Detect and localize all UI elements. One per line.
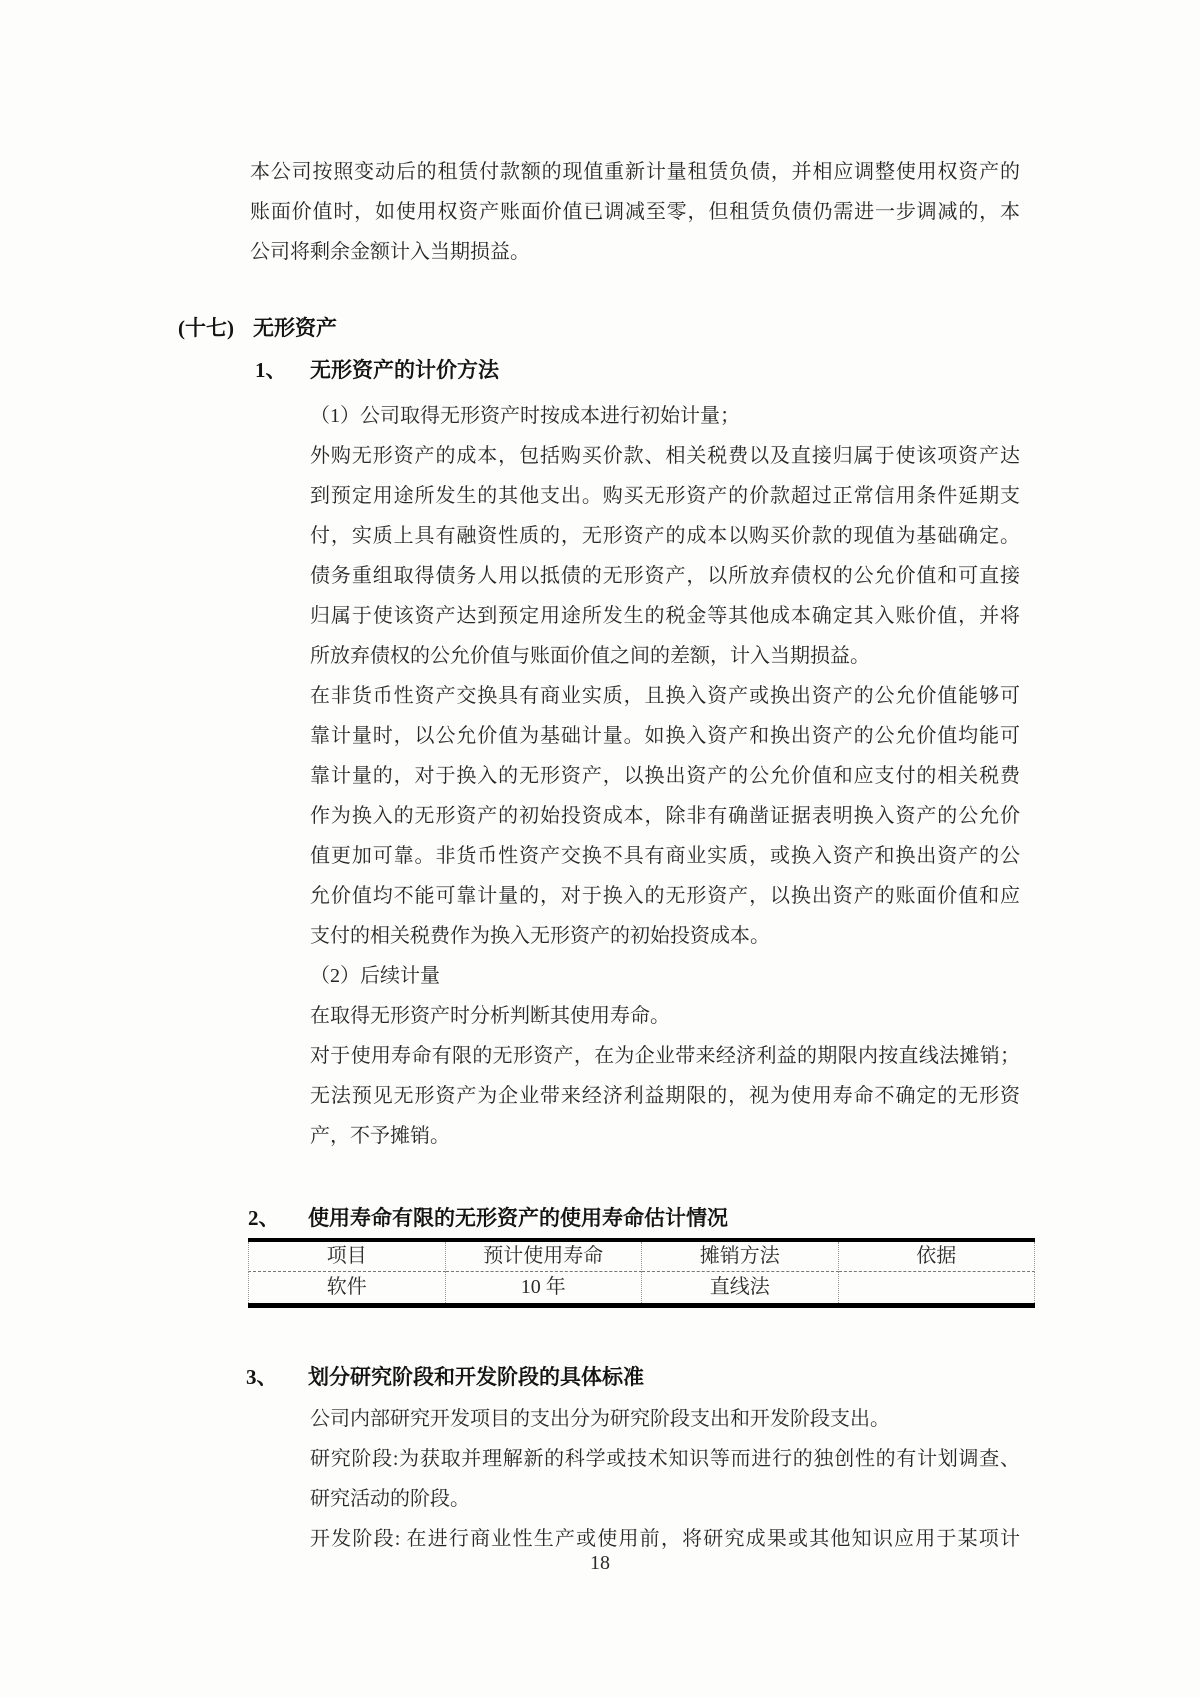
subsection-number: 3、: [246, 1365, 278, 1389]
text-line: 对于使用寿命有限的无形资产，在为企业带来经济利益的期限内按直线法摊销；: [310, 1045, 1020, 1067]
subsection-number: 2、: [248, 1206, 280, 1230]
text-line: 到预定用途所发生的其他支出。购买无形资产的价款超过正常信用条件延期支: [310, 485, 1020, 507]
table-header-row: [248, 1242, 1035, 1272]
text-line: 所放弃债权的公允价值与账面价值之间的差额，计入当期损益。: [310, 645, 870, 667]
subsection-title: 使用寿命有限的无形资产的使用寿命估计情况: [308, 1206, 728, 1230]
subsection-1-body: [310, 396, 1020, 1156]
text-line: 作为换入的无形资产的初始投资成本，除非有确凿证据表明换入资产的公允价: [310, 805, 1020, 827]
text-line: 研究阶段:为获取并理解新的科学或技术知识等而进行的独创性的有计划调查、: [310, 1448, 1020, 1470]
table-cell: 10 年: [446, 1272, 643, 1303]
text-line: 公司内部研究开发项目的支出分为研究阶段支出和开发阶段支出。: [310, 1408, 890, 1430]
text-line: 公司将剩余金额计入当期损益。: [250, 241, 530, 263]
text-line: 债务重组取得债务人用以抵债的无形资产，以所放弃债权的公允价值和可直接: [310, 565, 1020, 587]
text-line: （2）后续计量: [310, 965, 440, 987]
text-line: 靠计量的，对于换入的无形资产，以换出资产的公允价值和应支付的相关税费: [310, 765, 1020, 787]
text-line: 归属于使该资产达到预定用途所发生的税金等其他成本确定其入账价值，并将: [310, 605, 1020, 627]
text-line: 支付的相关税费作为换入无形资产的初始投资成本。: [310, 925, 770, 947]
table-cell: 直线法: [642, 1272, 839, 1303]
table-cell: [839, 1272, 1036, 1303]
text-line: 产，不予摊销。: [310, 1125, 450, 1147]
subsection-2-heading: [248, 1205, 728, 1231]
subsection-3-body: [310, 1399, 1020, 1559]
text-line: 外购无形资产的成本，包括购买价款、相关税费以及直接归属于使该项资产达: [310, 445, 1020, 467]
text-line: 靠计量时，以公允价值为基础计量。如换入资产和换出资产的公允价值均能可: [310, 725, 1020, 747]
text-line: 在非货币性资产交换具有商业实质，且换入资产或换出资产的公允价值能够可: [310, 685, 1020, 707]
table-row: [248, 1272, 1035, 1303]
text-line: 值更加可靠。非货币性资产交换不具有商业实质，或换入资产和换出资产的公: [310, 845, 1020, 867]
section-17-heading: [178, 315, 337, 341]
section-title: 无形资产: [253, 316, 337, 340]
subsection-title: 无形资产的计价方法: [310, 358, 499, 382]
section-label: (十七): [178, 316, 234, 340]
table-header-cell: 摊销方法: [642, 1242, 839, 1272]
text-line: 无法预见无形资产为企业带来经济利益期限的，视为使用寿命不确定的无形资: [310, 1085, 1020, 1107]
text-line: 研究活动的阶段。: [310, 1488, 470, 1510]
text-line: 本公司按照变动后的租赁付款额的现值重新计量租赁负债，并相应调整使用权资产的: [250, 161, 1020, 183]
table-header-cell: 预计使用寿命: [446, 1242, 643, 1272]
subsection-number: 1、: [255, 358, 287, 382]
text-line: 开发阶段: 在进行商业性生产或使用前，将研究成果或其他知识应用于某项计: [310, 1528, 1020, 1550]
subsection-3-heading: [246, 1364, 644, 1390]
page-number: 18: [590, 1552, 610, 1574]
text-line: 付，实质上具有融资性质的，无形资产的成本以购买价款的现值为基础确定。: [310, 525, 1020, 547]
table-header-cell: 依据: [839, 1242, 1036, 1272]
useful-life-table: [248, 1238, 1035, 1308]
text-line: 允价值均不能可靠计量的，对于换入的无形资产，以换出资产的账面价值和应: [310, 885, 1020, 907]
text-line: 账面价值时，如使用权资产账面价值已调减至零，但租赁负债仍需进一步调减的，本: [250, 201, 1020, 223]
intro-paragraph: [250, 152, 1020, 272]
table-cell: 软件: [248, 1272, 446, 1303]
table-header-cell: 项目: [248, 1242, 446, 1272]
text-line: 在取得无形资产时分析判断其使用寿命。: [310, 1005, 670, 1027]
subsection-title: 划分研究阶段和开发阶段的具体标准: [308, 1365, 644, 1389]
subsection-1-heading: [255, 357, 499, 383]
text-line: （1）公司取得无形资产时按成本进行初始计量；: [310, 405, 740, 427]
